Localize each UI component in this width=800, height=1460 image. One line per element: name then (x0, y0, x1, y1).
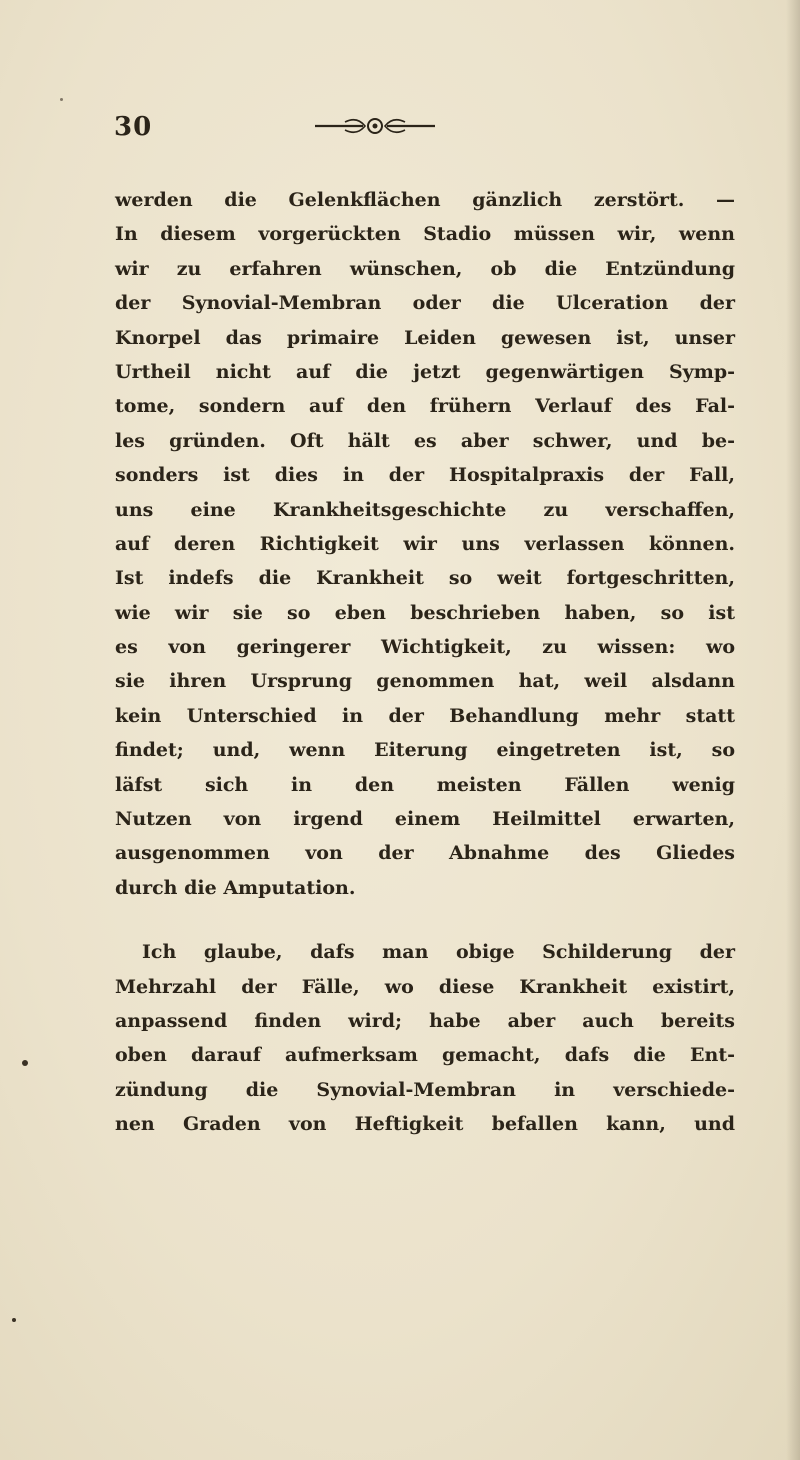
text-line: wie wir sie so eben beschrieben haben, so ist (115, 601, 735, 624)
text-line: In diesem vorgerückten Stadio müssen wir, wenn (115, 223, 735, 246)
text-line: sie ihren Ursprung genommen hat, weil alsdann (115, 670, 735, 693)
text-line: Ich glaube, dafs man obige Schilderung der (142, 941, 735, 964)
text-line: es von geringerer Wichtigkeit, zu wissen: wo (115, 636, 735, 659)
text-line: oben darauf aufmerksam gemacht, dafs die Ent- (115, 1044, 735, 1067)
text-line: läfst sich in den meisten Fällen wenig (115, 773, 735, 796)
text-line: der Synovial-Membran oder die Ulceration der (115, 292, 735, 315)
decorative-rule-ornament-icon (315, 108, 435, 144)
page-number: 30 (114, 112, 153, 142)
paragraph-gap (115, 905, 735, 935)
text-line: anpassend finden wird; habe aber auch bereits (115, 1009, 735, 1032)
text-line: auf deren Richtigkeit wir uns verlassen können. (115, 532, 735, 555)
text-line: les gründen. Oft hält es aber schwer, und be- (115, 429, 735, 452)
text-line: uns eine Krankheitsgeschichte zu verschaffen, (115, 498, 735, 521)
ink-speck (60, 98, 63, 101)
page-edge-shadow (786, 0, 800, 1460)
text-line: nen Graden von Heftigkeit befallen kann, und (115, 1113, 735, 1136)
text-line: tome, sondern auf den frühern Verlauf des Fal- (115, 395, 735, 418)
text-line: Knorpel das primaire Leiden gewesen ist, unser (115, 326, 735, 349)
text-line: Mehrzahl der Fälle, wo diese Krankheit existirt, (115, 975, 735, 998)
text-line: werden die Gelenkflächen gänzlich zerstört. — (115, 189, 735, 211)
text-line: Nutzen von irgend einem Heilmittel erwarten, (115, 808, 735, 831)
body-text (115, 183, 735, 1142)
text-line: kein Unterschied in der Behandlung mehr statt (115, 704, 735, 727)
ink-speck (22, 1060, 28, 1066)
text-line: durch die Amputation. (115, 876, 356, 899)
text-line: Urtheil nicht auf die jetzt gegenwärtigen Symp- (115, 360, 735, 383)
text-line: Ist indefs die Krankheit so weit fortgeschritten, (115, 567, 735, 590)
text-line: wir zu erfahren wünschen, ob die Entzündung (115, 257, 735, 280)
ink-speck (12, 1318, 16, 1322)
text-line: ausgenommen von der Abnahme des Gliedes (115, 842, 735, 865)
text-line: sonders ist dies in der Hospitalpraxis der Fall, (115, 464, 735, 487)
text-line: zündung die Synovial-Membran in verschiede- (115, 1078, 735, 1101)
text-line: findet; und, wenn Eiterung eingetreten ist, so (115, 739, 735, 762)
page-header (100, 100, 700, 160)
